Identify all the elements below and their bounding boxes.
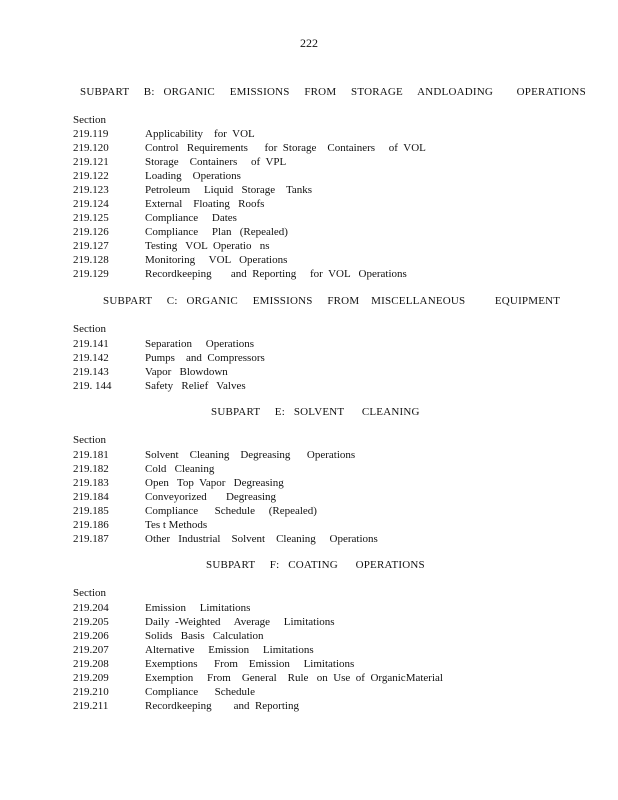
section-title: Testing VOL Operatio ns [145,240,270,252]
section-number: 219.209 [73,672,109,684]
section-title: Compliance Schedule (Repealed) [145,505,317,517]
section-label: Section [73,114,106,126]
section-title: Vapor Blowdown [145,366,228,378]
section-number: 219.184 [73,491,109,503]
section-title: Safety Relief Valves [145,380,246,392]
section-number: 219.205 [73,616,109,628]
section-title: Monitoring VOL Operations [145,254,288,266]
subpart-b-heading: SUBPART B: ORGANIC EMISSIONS FROM STORAGE ANDLOADING OPERATIONS [80,86,586,98]
section-number: 219.124 [73,198,109,210]
section-title: Daily -Weighted Average Limitations [145,616,335,628]
section-title: Control Requirements for Storage Containers of VOL [145,142,426,154]
section-number: 219.181 [73,449,109,461]
section-title: Loading Operations [145,170,241,182]
section-number: 219.126 [73,226,109,238]
section-title: Solids Basis Calculation [145,630,264,642]
section-number: 219.185 [73,505,109,517]
section-title: Petroleum Liquid Storage Tanks [145,184,313,196]
section-title: Emission Limitations [145,602,251,614]
section-number: 219.207 [73,644,109,656]
section-title: Solvent Cleaning Degreasing Operations [145,449,356,461]
section-title: Compliance Schedule [145,686,255,698]
section-label: Section [73,587,106,599]
section-number: 219.127 [73,240,109,252]
section-number: 219.123 [73,184,109,196]
section-number: 219.121 [73,156,109,168]
section-number: 219. 144 [73,380,112,392]
section-label: Section [73,323,106,335]
section-number: 219.143 [73,366,109,378]
page-number: 222 [300,36,318,50]
section-number: 219.142 [73,352,109,364]
section-number: 219.187 [73,533,109,545]
section-number: 219.204 [73,602,109,614]
section-title: Recordkeeping and Reporting [145,700,299,712]
section-title: Storage Containers of VPL [145,156,287,168]
section-title: Cold Cleaning [145,463,215,475]
section-number: 219.125 [73,212,109,224]
section-title: Pumps and Compressors [145,352,265,364]
section-number: 219.183 [73,477,109,489]
section-number: 219.141 [73,338,109,350]
subpart-f-heading: SUBPART F: COATING OPERATIONS [206,559,425,571]
section-number: 219.182 [73,463,109,475]
section-title: Separation Operations [145,338,255,350]
section-title: Other Industrial Solvent Cleaning Operations [145,533,378,545]
section-label: Section [73,434,106,446]
section-number: 219.128 [73,254,109,266]
section-title: Recordkeeping and Reporting for VOL Operations [145,268,407,280]
section-title: External Floating Roofs [145,198,265,210]
subpart-e-heading: SUBPART E: SOLVENT CLEANING [211,406,420,418]
section-title: Conveyorized Degreasing [145,491,277,503]
section-number: 219.206 [73,630,109,642]
section-number: 219.186 [73,519,109,531]
section-title: Compliance Dates [145,212,237,224]
section-number: 219.211 [73,700,109,712]
section-number: 219.210 [73,686,109,698]
section-title: Open Top Vapor Degreasing [145,477,284,489]
section-title: Compliance Plan (Repealed) [145,226,288,238]
section-number: 219.129 [73,268,109,280]
section-title: Exemptions From Emission Limitations [145,658,355,670]
section-number: 219.208 [73,658,109,670]
section-number: 219.122 [73,170,109,182]
section-number: 219.119 [73,128,109,140]
subpart-c-heading: SUBPART C: ORGANIC EMISSIONS FROM MISCELLANEOUS EQUIPMENT [103,295,561,307]
section-title: Exemption From General Rule on Use of OrganicMaterial [145,672,443,684]
section-number: 219.120 [73,142,109,154]
section-title: Alternative Emission Limitations [145,644,314,656]
section-title: Tes t Methods [145,519,208,531]
section-title: Applicability for VOL [145,128,255,140]
